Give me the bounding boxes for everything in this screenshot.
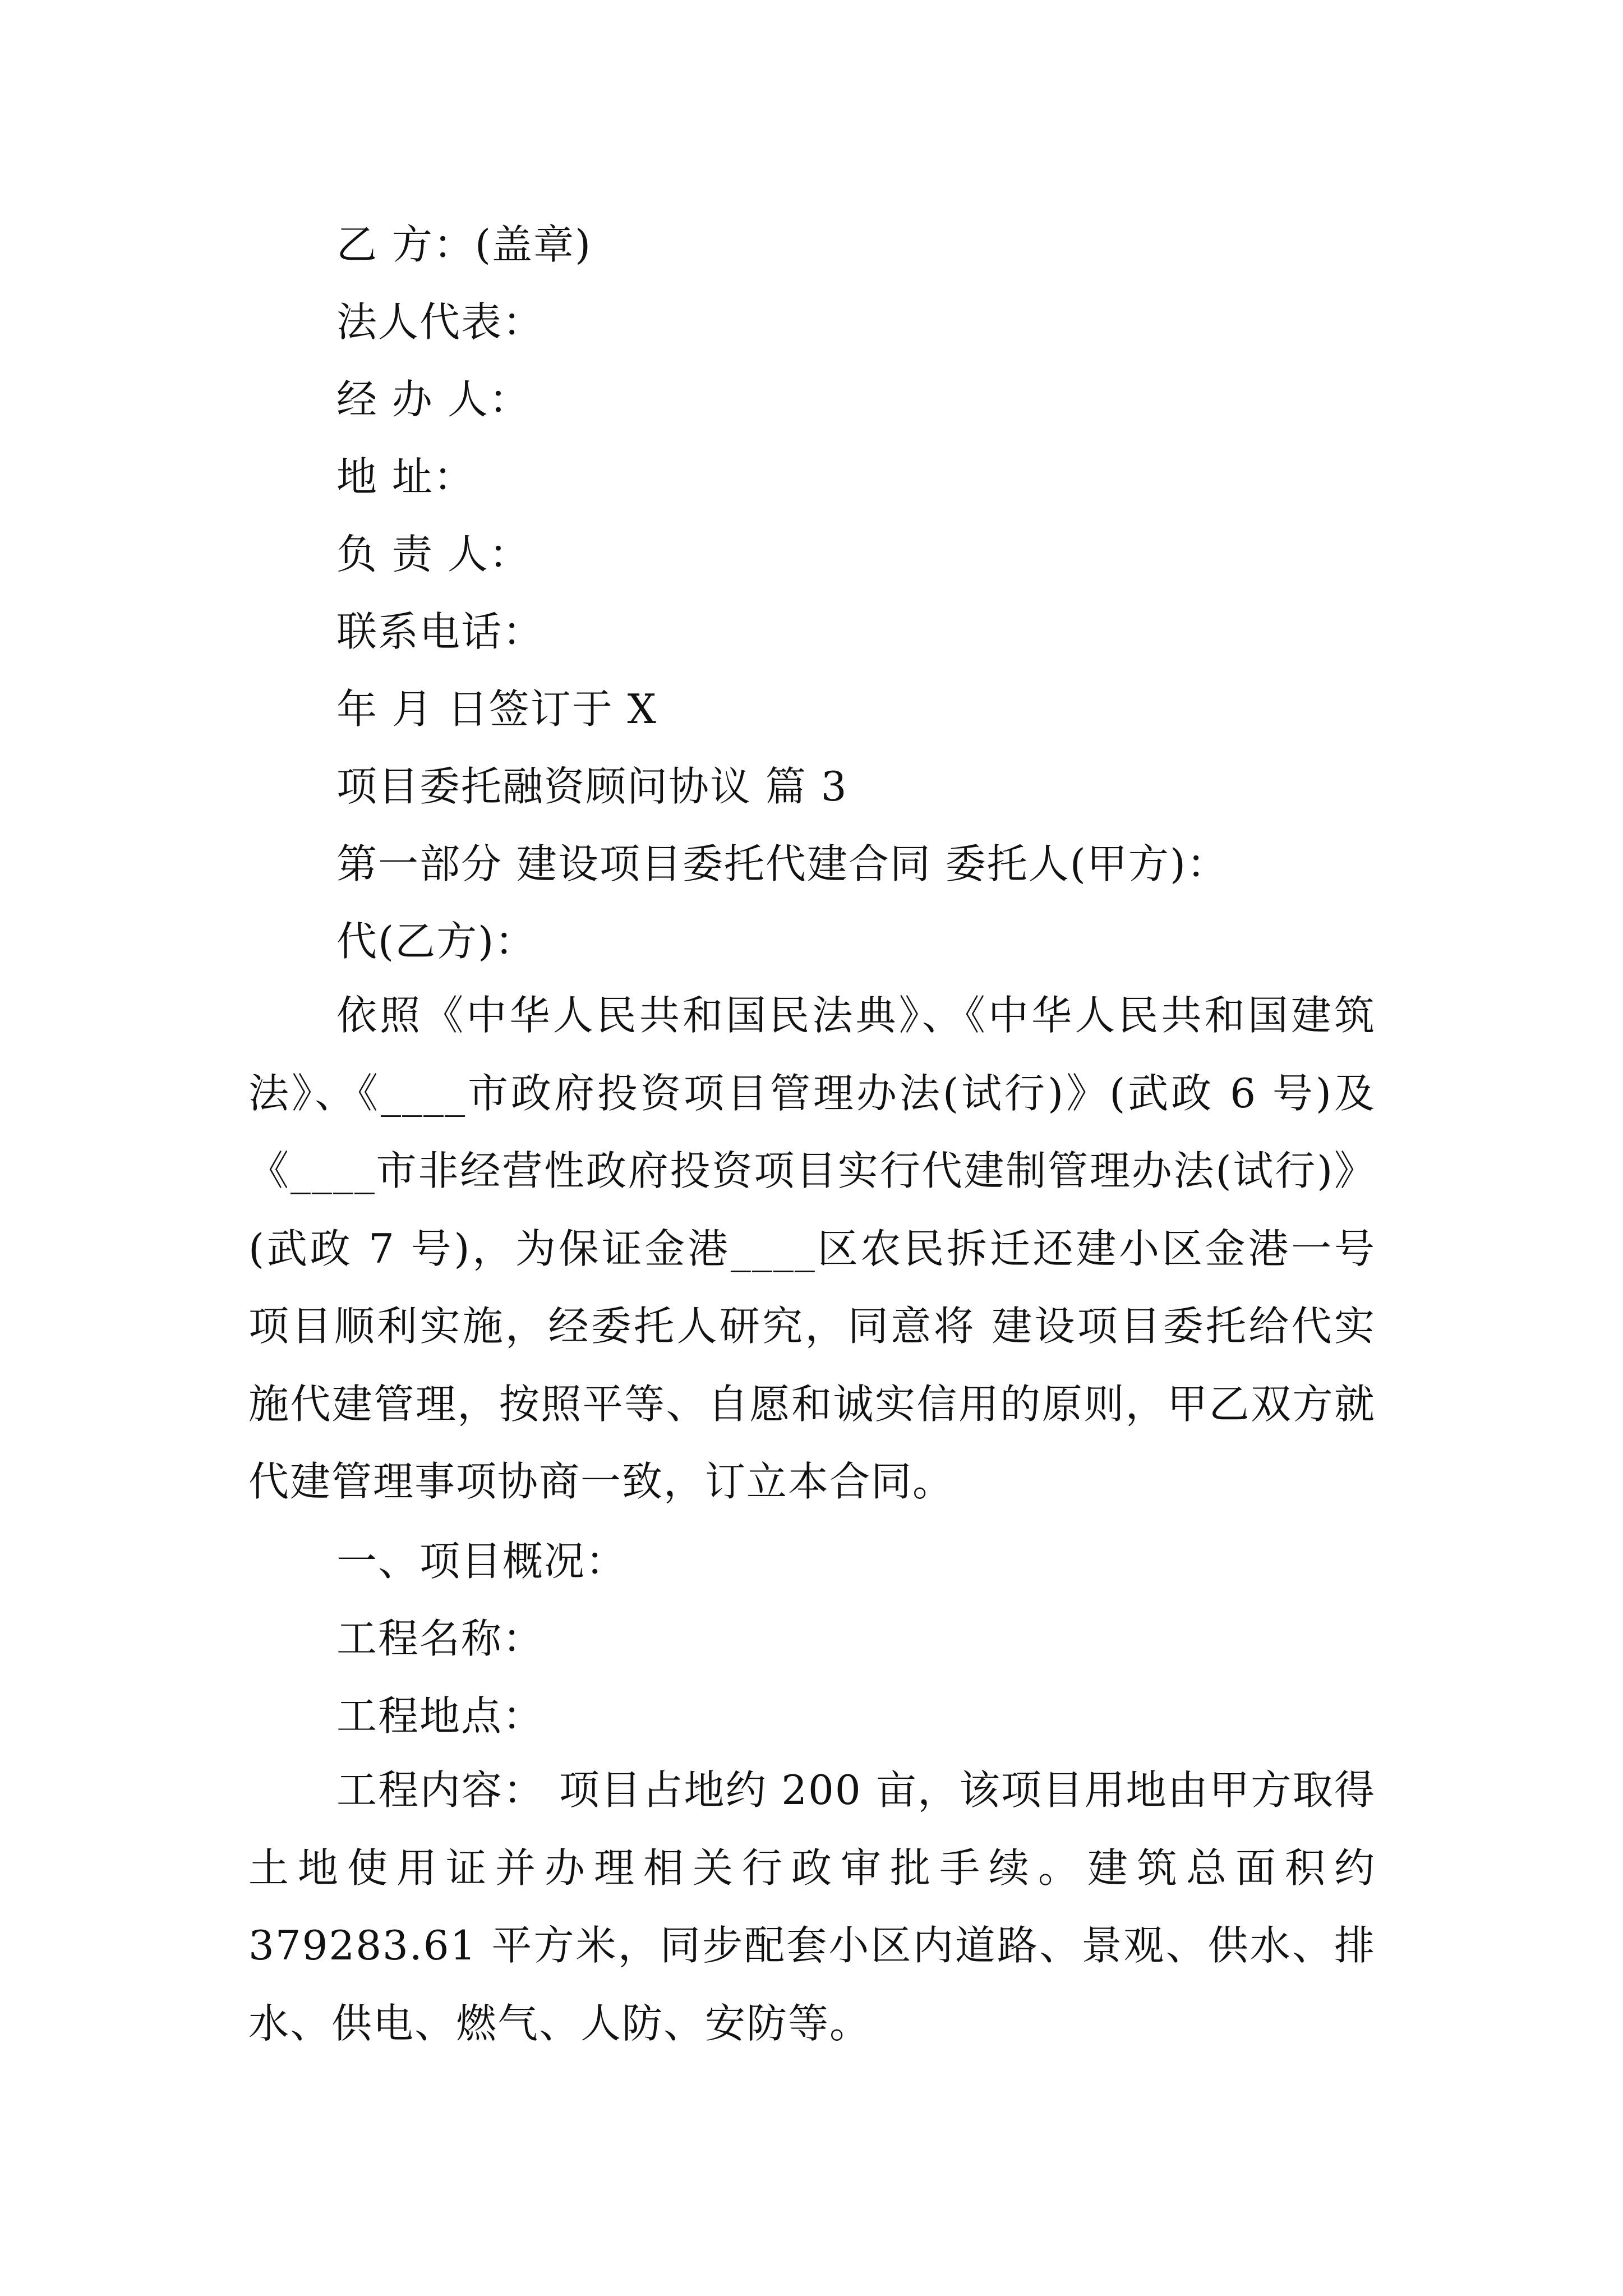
person-in-charge-line: 负 责 人：	[336, 531, 531, 578]
part-one-heading-line: 第一部分 建设项目委托代建合同 委托人(甲方)：	[336, 840, 1228, 887]
party-b-seal-line: 乙 方：(盖章)	[336, 221, 592, 268]
legal-representative-line: 法人代表：	[336, 298, 545, 346]
project-content-paragraph: 工程内容： 项目占地约 200 亩，该项目用地由甲方取得土地使用证并办理相关行政审批手续。建筑总面积约 379283.61 平方米，同步配套小区内道路、景观、供水、排水、供电、燃气、人防、安防等。	[248, 1766, 1376, 2047]
agreement-title-line: 项目委托融资顾问协议 篇 3	[336, 763, 848, 810]
handler-line: 经 办 人：	[336, 376, 531, 423]
contact-phone-line: 联系电话：	[336, 608, 545, 655]
signing-date-line: 年 月 日签订于 X	[336, 685, 657, 733]
legal-basis-paragraph: 依照《中华人民共和国民法典》、《中华人民共和国建筑法》、《____市政府投资项目管理办法(试行)》(武政 6 号)及《____市非经营性政府投资项目实行代建制管理办法(试行)》(武政 7 号)，为保证金港____区农民拆迁还建小区金港一号项目顺利实施，经委托人研究，同意将 建设项目委托给代实施代建管理，按照平等、自愿和诚实信用的原则，甲乙双方就代建管理事项协商一致，订立本合同。	[248, 992, 1376, 1505]
party-b-agent-line: 代(乙方)：	[336, 918, 537, 965]
project-overview-heading: 一、项目概况：	[336, 1538, 628, 1585]
project-location-line: 工程地点：	[336, 1692, 545, 1740]
project-name-line: 工程名称：	[336, 1615, 545, 1662]
address-line: 地 址：	[336, 453, 475, 500]
